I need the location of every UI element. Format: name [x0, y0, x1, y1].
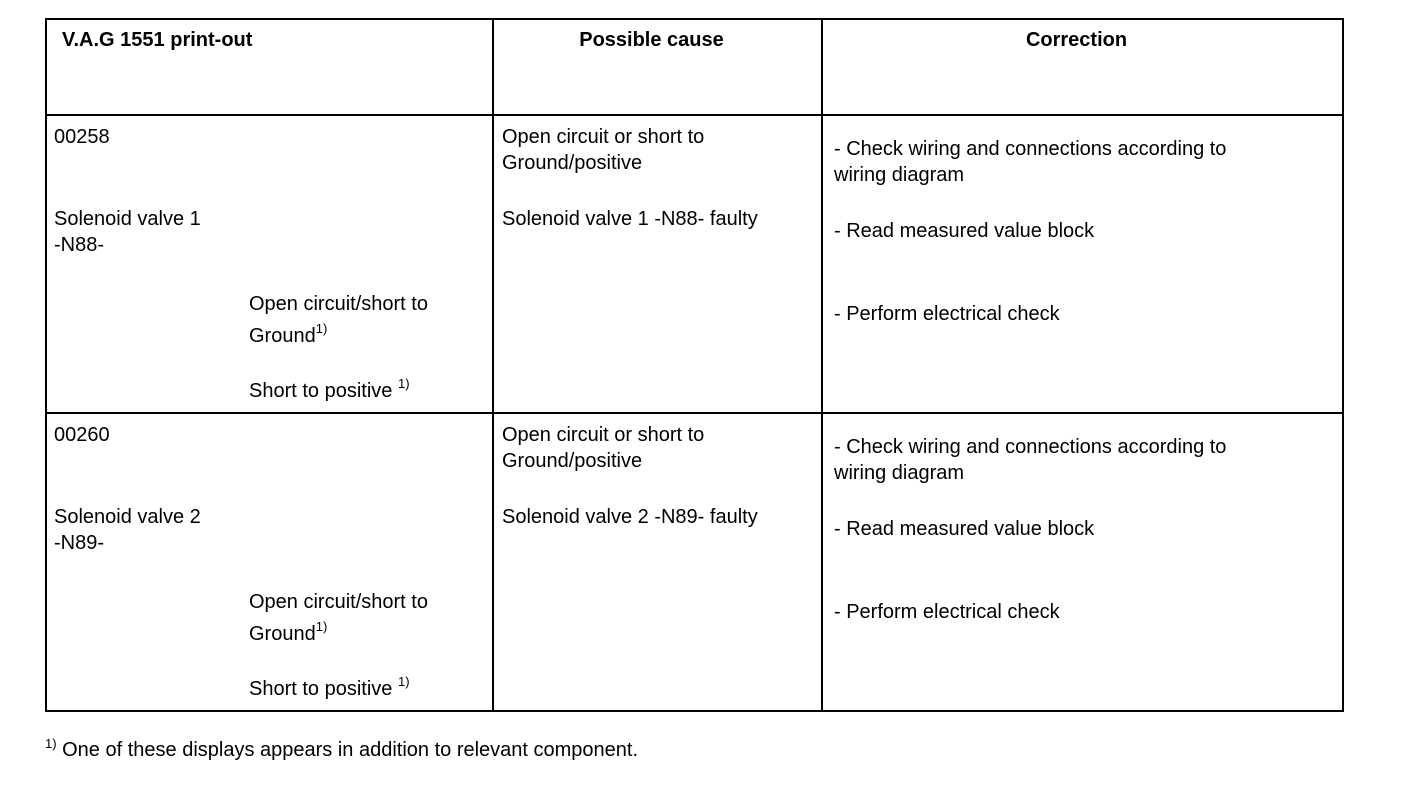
- correction-electrical-check: - Perform electrical check: [834, 303, 1060, 325]
- cause-circuit: [502, 124, 704, 176]
- header-correction: Correction: [822, 19, 1343, 115]
- header-printout: V.A.G 1551 print-out: [46, 19, 493, 115]
- table-header-row: [46, 19, 1343, 115]
- correction-cell: [822, 115, 1343, 413]
- display-open-circuit: [249, 586, 428, 650]
- component-name-line1: Solenoid valve 2: [54, 506, 201, 528]
- display-short-positive: [249, 378, 410, 404]
- footnote-ref: 1): [315, 321, 328, 336]
- correction-electrical-check: - Perform electrical check: [834, 601, 1060, 623]
- cause-valve-faulty: Solenoid valve 2 -N89- faulty: [502, 506, 758, 528]
- cause-cell: [493, 413, 822, 711]
- display-open-circuit: [249, 288, 428, 352]
- table-row: [46, 115, 1343, 413]
- correction-read-block: - Read measured value block: [834, 518, 1095, 540]
- correction-check-wiring: [834, 136, 1226, 188]
- correction-cell: [822, 413, 1343, 711]
- fault-code-table: [45, 18, 1344, 712]
- correction-read-block: - Read measured value block: [834, 220, 1095, 242]
- display-open-circuit-line2: Ground: [249, 623, 316, 645]
- footnote-ref: 1): [397, 376, 410, 391]
- correction-check-wiring-line2: wiring diagram: [834, 462, 965, 484]
- printout-cell: [46, 413, 493, 711]
- display-open-circuit-line2: Ground: [249, 325, 316, 347]
- component-name: [54, 504, 201, 556]
- component-name-line2: -N89-: [54, 532, 105, 554]
- footnote-ref: 1): [397, 674, 410, 689]
- cause-circuit-line1: Open circuit or short to: [502, 424, 705, 446]
- cause-valve-faulty: Solenoid valve 1 -N88- faulty: [502, 208, 758, 230]
- cause-cell: [493, 115, 822, 413]
- fault-code: 00258: [54, 126, 110, 148]
- display-open-circuit-line1: Open circuit/short to: [249, 591, 428, 613]
- footnote-marker: 1): [45, 736, 57, 751]
- display-short-positive-text: Short to positive: [249, 380, 398, 402]
- correction-check-wiring-line1: - Check wiring and connections according to: [834, 436, 1227, 458]
- header-possible-cause: Possible cause: [493, 19, 822, 115]
- fault-code: 00260: [54, 424, 110, 446]
- correction-check-wiring-line1: - Check wiring and connections according to: [834, 138, 1227, 160]
- display-short-positive: [249, 676, 410, 702]
- display-open-circuit-line1: Open circuit/short to: [249, 293, 428, 315]
- footnote: [45, 736, 639, 762]
- cause-circuit-line1: Open circuit or short to: [502, 126, 705, 148]
- cause-circuit-line2: Ground/positive: [502, 450, 643, 472]
- component-name: [54, 206, 201, 258]
- footnote-ref: 1): [315, 619, 328, 634]
- cause-circuit: [502, 422, 704, 474]
- component-name-line1: Solenoid valve 1: [54, 208, 201, 230]
- table-row: [46, 413, 1343, 711]
- printout-cell: [46, 115, 493, 413]
- cause-circuit-line2: Ground/positive: [502, 152, 643, 174]
- correction-check-wiring-line2: wiring diagram: [834, 164, 965, 186]
- component-name-line2: -N88-: [54, 234, 105, 256]
- display-short-positive-text: Short to positive: [249, 678, 398, 700]
- footnote-text: One of these displays appears in addition to relevant component.: [56, 739, 639, 761]
- correction-check-wiring: [834, 434, 1226, 486]
